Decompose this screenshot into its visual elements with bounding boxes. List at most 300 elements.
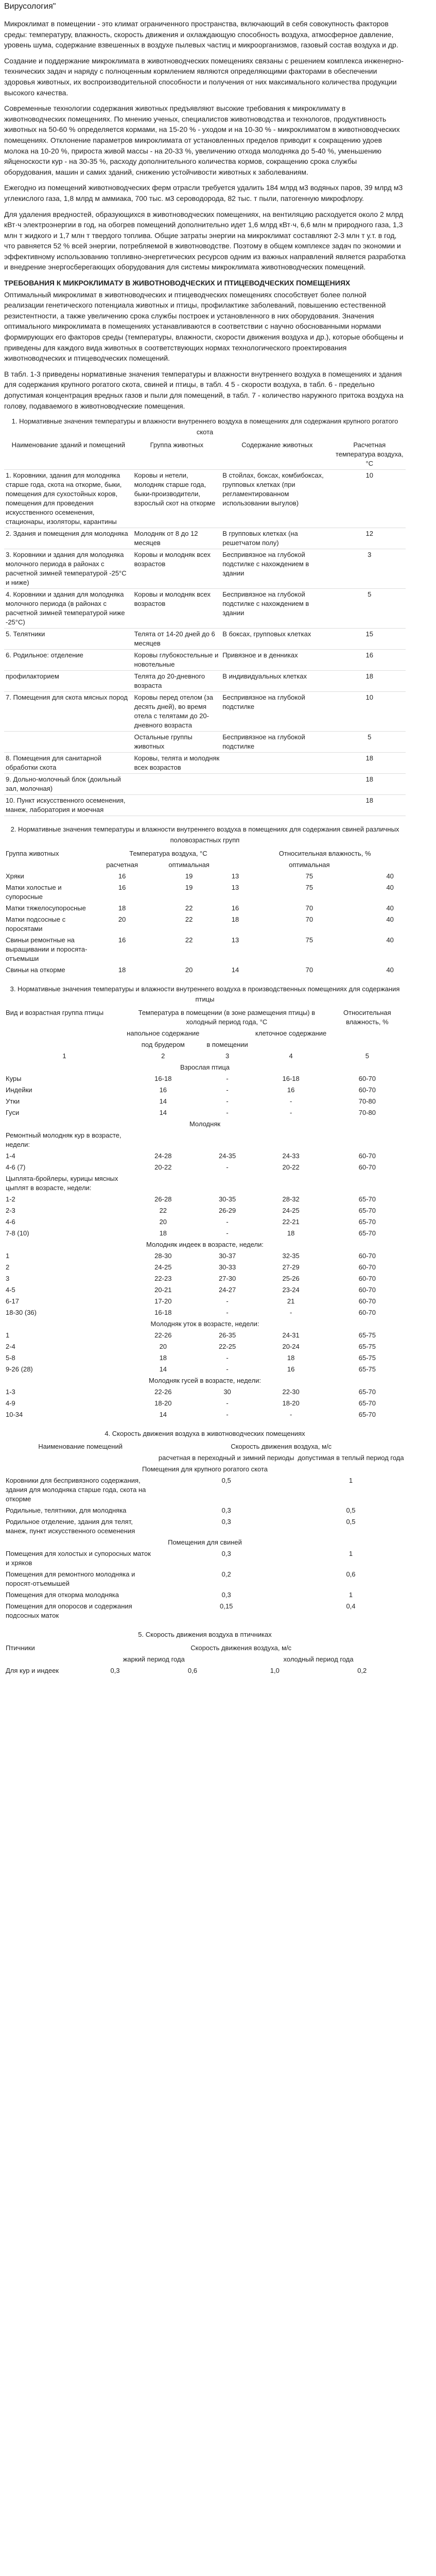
table-cell: 70-80 [358,1097,376,1105]
table-cell: 18-30 (36) [6,1308,37,1316]
table-cell: 70 [305,965,313,974]
table-header-row [4,1642,406,1654]
table-cell: 20 [185,965,193,974]
column-header: Относительная влажность, % [343,1008,391,1026]
column-subheader: допустимая в теплый период года [298,1454,404,1462]
table-header-row [4,1441,406,1452]
table-cell: 27-30 [218,1274,236,1282]
table-row [4,1273,406,1284]
table-row [4,1665,406,1676]
table-cell: 14 [231,965,239,974]
table-cell: - [226,1097,229,1105]
table-cell: 9. Дольно-молочный блок (доильный зал, молочная) [4,774,133,795]
table-row [4,1096,406,1107]
column-header: Скорость движения воздуха, м/с [190,1643,292,1652]
table-cell: 22 [159,1206,167,1214]
table-cell [329,1130,406,1150]
table-cell: В групповых клетках (на решетчатом полу) [221,528,333,549]
table-cell: 40 [386,965,394,974]
table-cell: 6-17 [6,1297,20,1305]
table-cell: 10 [334,470,406,528]
table-cell: Матки подсосные с поросятами [6,915,66,933]
table-cell: - [226,1086,229,1094]
table-cell: 20 [118,915,126,923]
table-cell [125,1173,202,1194]
table-row [4,1307,406,1318]
table-row [4,753,406,774]
section-heading: ТРЕБОВАНИЯ К МИКРОКЛИМАТУ В ЖИВОТНОВОДЧЕСКИХ И ПТИЦЕВОДЧЕСКИХ ПОМЕЩЕНИЯХ [4,279,351,287]
table-cell: 4-6 [6,1217,15,1226]
intro-paragraph: Микроклимат в помещении - это климат ограниченного пространства, включающий в себя совокупность факторов среды: температуру, влажность, скорость движения и охлаждающую способность воздуха, атмосферное давление, уровень шума, содержание взвешенных в воздухе пылевых частиц и микроорганизмов, газовый состав воздуха и др. [4,20,398,49]
column-header: Расчетная температура воздуха, °С [334,439,406,470]
table-cell: Свиньи на откорме [6,965,65,974]
table3-caption: 3. Нормативные значения температуры и влажности внутреннего воздуха в производственных помещениях для содержания птицы [10,985,400,1004]
table-row [4,1296,406,1307]
table-cell: 60-70 [358,1285,376,1294]
table-cell: 21 [287,1297,295,1305]
table-cell: 24-35 [218,1151,236,1160]
table-subheader-row [4,1028,406,1039]
table-cell: 10-34 [6,1410,23,1418]
table-row [4,1409,406,1420]
column-header: Наименование помещений [38,1443,123,1451]
table-cell: 70-80 [358,1108,376,1116]
table-cell: 0,3 [221,1518,231,1526]
table-cell: Матки тяжелосупоросные [6,904,86,912]
table-cell [202,1173,253,1194]
table4-caption: 4. Скорость движения воздуха в животноводческих помещениях [104,1429,305,1437]
table2-caption: 2. Нормативные значения температуры и влажности внутреннего воздуха в помещениях для содержания свиней различных половозрастных групп [10,825,399,844]
table-cell: В боксах, групповых клетках [221,629,333,650]
table-row [4,732,406,753]
table-cell: 40 [386,872,394,880]
table-cell: 5-8 [6,1353,15,1362]
intro-paragraph: Ежегодно из помещений животноводческих ферм отрасли требуется удалить 184 млрд м3 водяных паров, 39 млрд м3 углекислого газа, 1,8 млрд м аммиака, 700 тыс. м3 сероводорода, 82 тыс. т пыли, патогенную микрофлору. [4,183,403,202]
table-cell: 14 [159,1410,167,1418]
table-cell: 18 [159,1229,167,1237]
table-group-title: Молодняк уток в возрасте, недели: [150,1319,259,1328]
table-cell: Коровы и нетели, молодняк старше года, быки-производители, взрослый скот на откорме [133,470,221,528]
table-cell: 4-5 [6,1285,15,1294]
table-cell: 60-70 [358,1074,376,1082]
table-group-row [4,1318,406,1330]
table-cell: 1,0 [270,1666,280,1674]
column-subheader: расчетная в переходный и зимний периоды [158,1454,294,1462]
column-number: 5 [365,1052,369,1060]
table-cell: Коровы и молодняк всех возрастов [133,589,221,629]
table-cell [253,1130,329,1150]
column-header: Птичники [6,1643,35,1652]
table-cell: 22-26 [154,1387,172,1396]
table-cell: Остальные группы животных [133,732,221,753]
table-cell: 16 [118,936,126,944]
table-cell: 22-30 [282,1387,300,1396]
table-row [4,528,406,549]
table-cell: 1 [348,1477,353,1485]
table-cell: 65-70 [358,1410,376,1418]
table-cell: Помещения для ремонтного молодняка и поросят-отъемышей [6,1570,135,1588]
table-cell: Коровы, телята и молодняк всех возрастов [133,753,221,774]
table-cell: 19 [185,883,193,891]
table-cell: 75 [305,872,313,880]
table-cell: 16 [334,650,406,671]
table-cell: 5 [334,732,406,753]
table-cell: 14 [159,1365,167,1373]
table-cell: Беспривязное на глубокой подстилке с нахождением в здании [221,589,333,629]
table-row [4,1107,406,1118]
page-title: Вирусология" [4,2,56,11]
table-cell: 60-70 [358,1251,376,1260]
table-cell: 17-20 [154,1297,172,1305]
table-cell: 24-27 [218,1285,236,1294]
table-cell [4,732,133,753]
table-cell: 20 [159,1217,167,1226]
table-cell: 16 [287,1086,295,1094]
table-row [4,1205,406,1216]
column-subheader: холодный период года [283,1655,354,1663]
table-cell: 0,2 [357,1666,367,1674]
table-group-title: Помещения для крупного рогатого скота [142,1465,268,1473]
table-cell: 75 [305,936,313,944]
table-cell: 1-4 [6,1151,15,1160]
column-header: Группа животных [133,439,221,470]
table-cell: 70 [305,915,313,923]
table-group-row [4,1464,406,1475]
table-cell: профилакторием [4,671,133,692]
column-header: Наименование зданий и помещений [4,439,133,470]
table-subheader-row [4,1039,406,1050]
table-cell: 40 [386,915,394,923]
table-row [4,935,406,964]
table-cell: 22-25 [218,1342,236,1350]
table-cell: 1 [6,1331,10,1339]
table-row [4,629,406,650]
table-cell: 18 [231,915,239,923]
column-subheader: под брудером [141,1040,185,1048]
table-cell: Беспривязное на глубокой подстилке [221,732,333,753]
table-cell [202,1130,253,1150]
table-group-title: Молодняк [189,1120,221,1128]
table-cell: Родильное отделение, здания для телят, манеж, пункт искусственного осеменения [6,1518,135,1535]
table-cell: 22 [185,904,193,912]
table-cell: 18 [118,965,126,974]
table-group-title: Молодняк гусей в возрасте, недели: [149,1376,261,1384]
intro-paragraph: Для удаления вредностей, образующихся в животноводческих помещениях, на вентиляцию расходуется около 2 млрд кВт·ч электроэнергии в год, на обогрев помещений дополнительно идет 1,6 млрд кВт·ч, 6,6 млн м природного газа, 1,3 млн т жидкого и 1,7 млн т твердого топлива. Общие затраты энергии на микроклимат составляют 2-3 млн т у.т. в год, что равняется 52 % всей энергии, потребляемой в животноводстве. Поэтому в общем комплексе задач по экономии и эффективному использованию топливно-энергетических ресурсов одним из важных направлений является разработка и внедрение энергосберегающих оборудования для системы микроклимата животноводческих помещений. [4,210,406,272]
table1-caption: 1. Нормативные значения температуры и влажности внутреннего воздуха в помещениях для содержания крупного рогатого скота [11,417,398,436]
table-row [4,1162,406,1173]
table-row [4,1228,406,1239]
table-cell: 5. Телятники [4,629,133,650]
table-cell: - [226,1297,229,1305]
table-cell: 23-24 [282,1285,300,1294]
table-row [4,1589,406,1601]
table-cell: - [289,1308,292,1316]
table3 [4,1007,406,1420]
table-row [4,1398,406,1409]
column-header: Скорость движения воздуха, м/с [231,1443,332,1451]
column-subheader: оптимальная [289,860,330,869]
table-cell [125,1130,202,1150]
column-subheader: клеточное содержание [255,1029,327,1037]
table-cell: 4. Коровники и здания для молодняка молочного периода (в районах с расчетной зимней температурой ниже -25°С) [4,589,133,629]
intro-paragraph: Создание и поддержание микроклимата в животноводческих помещениях связаны с решением комплекса инженерно-технических задач и наряду с полноценным кормлением являются определяющими факторами в обеспечении здоровья животных, их воспроизводительной способности и получения от них максимального количества продукции высокого качества. [4,56,404,97]
table-cell: 16 [118,883,126,891]
table-cell: 27-29 [282,1263,300,1271]
table-row [4,1341,406,1352]
table-cell: 0,15 [220,1602,233,1611]
table-cell [253,1173,329,1194]
table-cell: 60-70 [358,1308,376,1316]
table-cell: 20-22 [154,1163,172,1171]
table-cell: Ремонтный молодняк кур в возрасте, недели: [6,1131,121,1148]
table-cell: - [226,1365,229,1373]
table5 [4,1642,406,1676]
table-cell: - [289,1410,292,1418]
table-cell: 18 [287,1353,295,1362]
table-cell: - [289,1108,292,1116]
table-cell: 10 [334,692,406,732]
table-cell: 65-75 [358,1365,376,1373]
table-cell: 60-70 [358,1151,376,1160]
table-cell: 22-26 [154,1331,172,1339]
table2 [4,848,406,976]
table-row [4,692,406,732]
table-cell: Коровники для беспривязного содержания, здания для молодняка старше года, скота на откорме [6,1477,146,1503]
table-cell: 3 [334,549,406,589]
table-cell: 2-4 [6,1342,15,1350]
table-cell: 65-70 [358,1399,376,1407]
table-cell: 18-20 [282,1399,300,1407]
table-cell: 13 [231,936,239,944]
table-cell: Телята до 20-дневного возраста [133,671,221,692]
table-cell: 3 [6,1274,10,1282]
table-cell: 60-70 [358,1086,376,1094]
table-cell: Молодняк от 8 до 12 месяцев [133,528,221,549]
table-row [4,1150,406,1162]
table-cell [133,795,221,816]
table1 [4,439,406,816]
table-row [4,914,406,935]
column-number: 3 [225,1052,230,1060]
table-row [4,1194,406,1205]
column-header: Относительная влажность, % [278,849,371,857]
table-cell: 24-33 [282,1151,300,1160]
table-cell: 0,3 [110,1666,120,1674]
table-row [4,1084,406,1096]
table-cell: - [226,1163,229,1171]
table-cell: 0,2 [221,1570,231,1579]
table-cell: 20-24 [282,1342,300,1350]
table-cell: 25-26 [282,1274,300,1282]
table-cell: Беспривязное на глубокой подстилке с нахождением в здании [221,549,333,589]
table-cell: 6. Родильное: отделение [4,650,133,671]
table-group-title: Помещения для свиней [168,1538,242,1547]
table-cell: 0,3 [221,1591,231,1599]
table-cell: 1. Коровники, здания для молодняка старше года, скота на откорме, быки, помещения для сухостойных коров, помещения для проведения искусственного осеменения, стационары, изоляторы, карантины [4,470,133,528]
table-row [4,549,406,589]
table-cell: - [226,1217,229,1226]
table-cell: 1 [348,1591,353,1599]
table-cell: Для кур и индеек [6,1666,59,1674]
table-cell: 24-31 [282,1331,300,1339]
table-row [4,964,406,976]
column-header: Температура воздуха, °С [129,849,207,857]
table-cell: 16-18 [154,1308,172,1316]
table-cell: 13 [231,872,239,880]
table4 [4,1441,406,1621]
table-cell: 0,3 [221,1550,231,1558]
article-body [4,19,406,1676]
column-header: Вид и возрастная группа птицы [6,1008,104,1016]
table-cell: 65-75 [358,1353,376,1362]
table-row [4,1475,406,1505]
table-subheader-row [4,1452,406,1464]
table-cell: 60-70 [358,1274,376,1282]
table-cell: Помещения для откорма молодняка [6,1591,119,1599]
table-cell: 30 [223,1387,231,1396]
table-cell: 14 [159,1097,167,1105]
table-cell: Коровы глубокостельные и новотельные [133,650,221,671]
column-number: 1 [62,1052,66,1060]
table-row [4,1250,406,1262]
table-row [4,1073,406,1084]
table-cell: 5 [334,589,406,629]
table-cell [133,774,221,795]
table-cell: 30-33 [218,1263,236,1271]
table-subheader-row [4,859,406,871]
table-cell: - [226,1410,229,1418]
table-row [4,1516,406,1537]
table-cell: 65-70 [358,1206,376,1214]
table-cell: 20 [159,1342,167,1350]
table-subheader-row [4,1654,406,1665]
table-cell: 2 [6,1263,10,1271]
table-cell: 65-70 [358,1195,376,1203]
table-row [4,882,406,903]
table-cell: 65-70 [358,1387,376,1396]
table-cell: Гуси [6,1108,20,1116]
table-row [4,1352,406,1364]
table-cell: 14 [159,1108,167,1116]
table-group-row [4,1537,406,1548]
table-cell: 26-28 [154,1195,172,1203]
table-cell: 16 [287,1365,295,1373]
table-group-row [4,1118,406,1130]
table-cell: 18 [118,904,126,912]
table-row [4,671,406,692]
table-group-row [4,1375,406,1386]
table-cell: 1-3 [6,1387,15,1396]
table-cell: - [226,1399,229,1407]
column-header: Группа животных [6,849,59,857]
table-cell: Коровы и молодняк всех возрастов [133,549,221,589]
table-cell: 20-21 [154,1285,172,1294]
table-header-row [4,1007,406,1028]
table-cell: 7-8 (10) [6,1229,29,1237]
table-cell: 22-23 [154,1274,172,1282]
table-cell: 24-25 [282,1206,300,1214]
table-cell: 40 [386,904,394,912]
table-cell: 65-70 [358,1217,376,1226]
table-row [4,1173,406,1194]
table-cell: 12 [334,528,406,549]
table-cell: 60-70 [358,1297,376,1305]
table-cell: Свиньи ремонтные на выращивании и поросята-отъемыши [6,936,88,962]
table-cell: Помещения для опоросов и содержания подсосных маток [6,1602,132,1620]
table-cell: 10. Пункт искусственного осеменения, манеж, лаборатория и моечная [4,795,133,816]
table-cell: 0,6 [346,1570,356,1579]
table-row [4,1262,406,1273]
table-cell: Привязное и в денниках [221,650,333,671]
table-cell: Куры [6,1074,22,1082]
table-cell: 60-70 [358,1263,376,1271]
table-header-row [4,848,406,859]
table-row [4,1601,406,1621]
table-cell: 30-37 [218,1251,236,1260]
table-cell: 18 [334,774,406,795]
section-paragraph: Оптимальный микроклимат в животноводческих и птицеводческих помещениях способствует более полной реализации генетического потенциала животных и птицы, профилактике заболеваний, повышению естественной резистентности, а также увеличению срока службы построек и установленного в них оборудования. Значения оптимального микроклимата в помещениях устанавливаются в соответствии с научно обоснованными нормами формирующих его факторов среды (температуры, влажности, скорости движения воздуха и др.), которые обобщены и приведены для каждого вида животных в соответствующих нормах технологического проектирования животноводческих и птицеводческих помещений. [4,290,404,363]
table-cell: 2-3 [6,1206,15,1214]
table-cell: - [226,1074,229,1082]
table-cell: 22 [185,915,193,923]
table-cell: 18-20 [154,1399,172,1407]
table-cell: Родильные, телятники, для молодняка [6,1506,127,1515]
table-cell: 3. Коровники и здания для молодняка молочного периода в районах с расчетной зимней температурой -25°С и ниже) [4,549,133,589]
table-cell: 24-25 [154,1263,172,1271]
column-number: 2 [161,1052,165,1060]
table-cell: 18 [334,795,406,816]
table-cell: 2. Здания и помещения для молодняка [4,528,133,549]
table-row [4,650,406,671]
table-cell [329,1173,406,1194]
table-cell: - [226,1229,229,1237]
table-row [4,1505,406,1516]
column-subheader: расчетная [106,860,138,869]
table-cell: 0,5 [346,1506,356,1515]
table-cell: 0,4 [346,1602,356,1611]
table-cell: 7. Помещения для скота мясных пород [4,692,133,732]
column-header: Содержание животных [221,439,333,470]
table-cell: 0,5 [346,1518,356,1526]
table-cell: Утки [6,1097,20,1105]
table-cell: 30-35 [218,1195,236,1203]
table-group-row [4,1239,406,1250]
table-cell: - [226,1108,229,1116]
column-number-row [4,1050,406,1062]
column-subheader: в помещении [206,1040,248,1048]
table-cell: 18 [159,1353,167,1362]
table-cell: 18 [334,753,406,774]
table-cell: В стойлах, боксах, комбибоксах, групповых клетках (при регламентированном использовании выгулов) [221,470,333,528]
table-cell: 16-18 [282,1074,300,1082]
column-number: 4 [289,1052,293,1060]
table-row [4,1284,406,1296]
table-cell [221,774,333,795]
table-cell: 32-35 [282,1251,300,1260]
column-subheader: напольное содержание [127,1029,200,1037]
table-row [4,1548,406,1569]
table-cell: 22-21 [282,1217,300,1226]
table-cell: 18 [287,1229,295,1237]
table-cell: - [226,1353,229,1362]
table-cell: - [226,1308,229,1316]
table-cell: 65-75 [358,1342,376,1350]
table-cell: 18 [334,671,406,692]
table-cell [221,795,333,816]
table-cell: Цыплята-бройлеры, курицы мясных цыплят в возрасте, недели: [6,1174,118,1192]
table-cell: 16 [159,1086,167,1094]
table-cell: 26-35 [218,1331,236,1339]
